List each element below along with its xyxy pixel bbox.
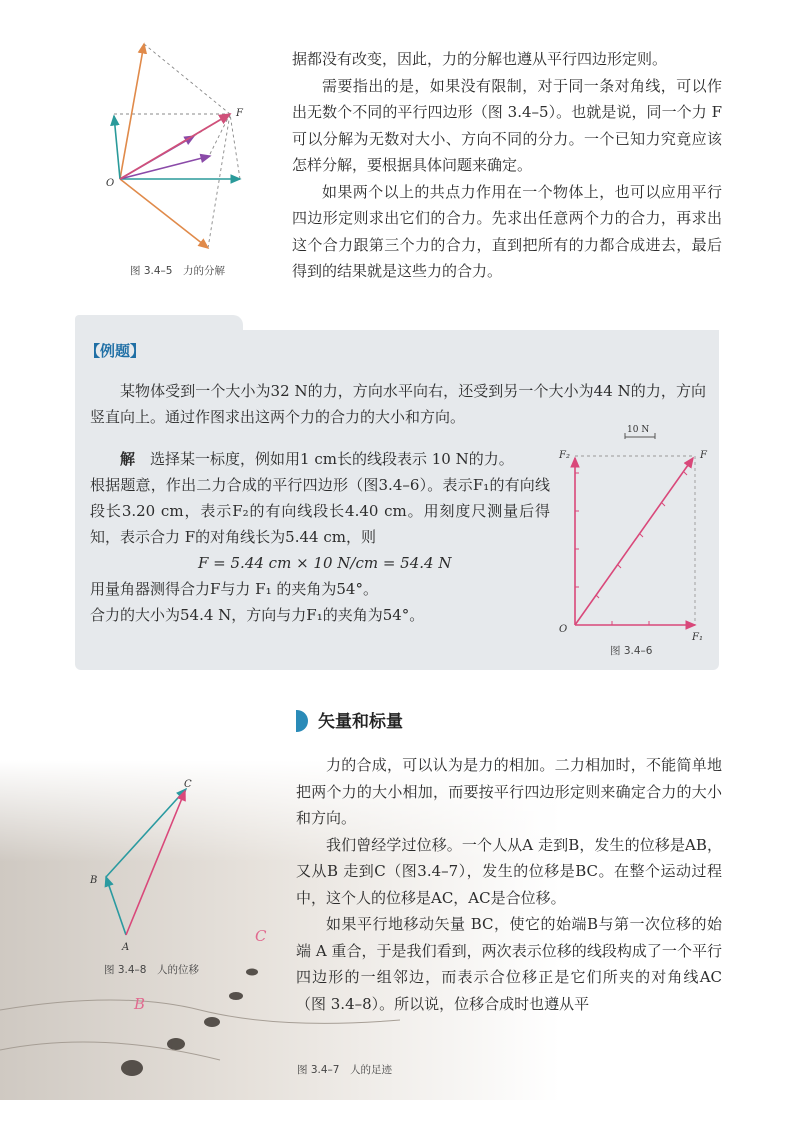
label-f2: F₂ [559,450,570,461]
label-a: A [122,942,130,953]
solution-line: 根据题意，作出二力合成的平行四边形（图3.4–6）。表示F₁的有向线段长3.20 cm，表示F₂的有向线段长4.40 cm。用刻度尺测量后得知，表示合力 F的对角线长为5.44 cm，则 [90,476,550,546]
figure-force-decomposition [100,36,260,266]
conclusion: 合力的大小为54.4 N，方向与力F₁的夹角为54°。 [90,606,425,624]
vector-ab [106,877,126,935]
figure-caption: 图 3.4–5 力的分解 [130,265,225,277]
section-heading: 矢量和标量 [318,712,403,732]
solution-text: 选择某一标度，例如用1 cm长的线段表示 10 N的力。 [150,450,514,468]
paragraph: 我们曾经学过位移。一个人从A 走到B，发生的位移是AB，又从B 走到C（图3.4–7），发生的位移是BC。在整个运动过程中，这个人的位移是AC，AC是合位移。 [296,835,722,907]
vector-bc [106,789,186,877]
label-c: C [184,779,192,790]
paragraph: 如果两个以上的共点力作用在一个物体上，也可以应用平行四边形定则求出它们的合力。先求出任意两个力的合力，再求出这个合力跟第三个力的合力，直到把所有的力都合成进去，最后得到的结果就是这些力的合力。 [292,182,722,280]
solution-line [90,446,550,472]
paragraph: 力的合成，可以认为是力的相加。二力相加时，不能简单地把两个力的大小相加，而要按平行四边形定则来确定合力的大小和方向。 [296,756,722,827]
vector-f-resultant [575,458,693,625]
photo-label-b: B [134,995,146,1013]
figure-caption: 图 3.4–6 [610,645,653,657]
solution-label: 解 [120,450,136,468]
photo-label-c: C [255,927,267,945]
paragraph: 如果平行地移动矢量 BC，使它的始端B与第一次位移的始端 A 重合，于是我们看到，两次表示位移的线段构成了一个平行四边形的一组邻边，而表示合位移正是它们所夹的对角线AC（图 3.4–8）。所以说，位移合成时也遵从平 [296,915,722,1013]
label-o: O [559,624,568,635]
figure-displacement [88,775,208,955]
scale-label: 10 N [627,425,650,435]
label-b: B [90,875,98,886]
section-marker [296,710,308,732]
solution-line: 用量角器测得合力F与力 F₁ 的夹角为54°。 [90,580,378,598]
figure-caption: 图 3.4–8 人的位移 [104,964,199,976]
example-problem: 某物体受到一个大小为32 N的力，方向水平向右，还受到另一个大小为44 N的力，方向竖直向上。通过作图求出这两个力的合力的大小和方向。 [90,382,706,426]
formula: F = 5.44 cm × 10 N/cm = 54.4 N [198,554,452,572]
paragraph: 据都没有改变，因此，力的分解也遵从平行四边形定则。 [292,50,668,68]
label-f: F [236,108,243,119]
section-text [296,752,722,1017]
figure-force-composition [555,425,715,655]
force-vector [120,179,208,248]
label-o: O [106,178,115,189]
figure-caption: 图 3.4–7 人的足迹 [297,1064,392,1076]
force-vector [114,116,120,179]
example-title: 【例题】 [85,342,146,360]
force-vector [120,44,144,179]
top-text [292,46,722,285]
paragraph: 需要指出的是，如果没有限制，对于同一条对角线，可以作出无数个不同的平行四边形（图 3.4–5）。也就是说，同一个力 F 可以分解为无数对大小、方向不同的分力。一个已知力究竟应该怎样分解，要根据具体问题来确定。 [292,76,722,174]
label-f: F [700,450,707,461]
example-solution [90,446,550,628]
label-f1: F₁ [692,632,703,643]
vector-ac [126,791,185,935]
force-vector [120,156,210,179]
